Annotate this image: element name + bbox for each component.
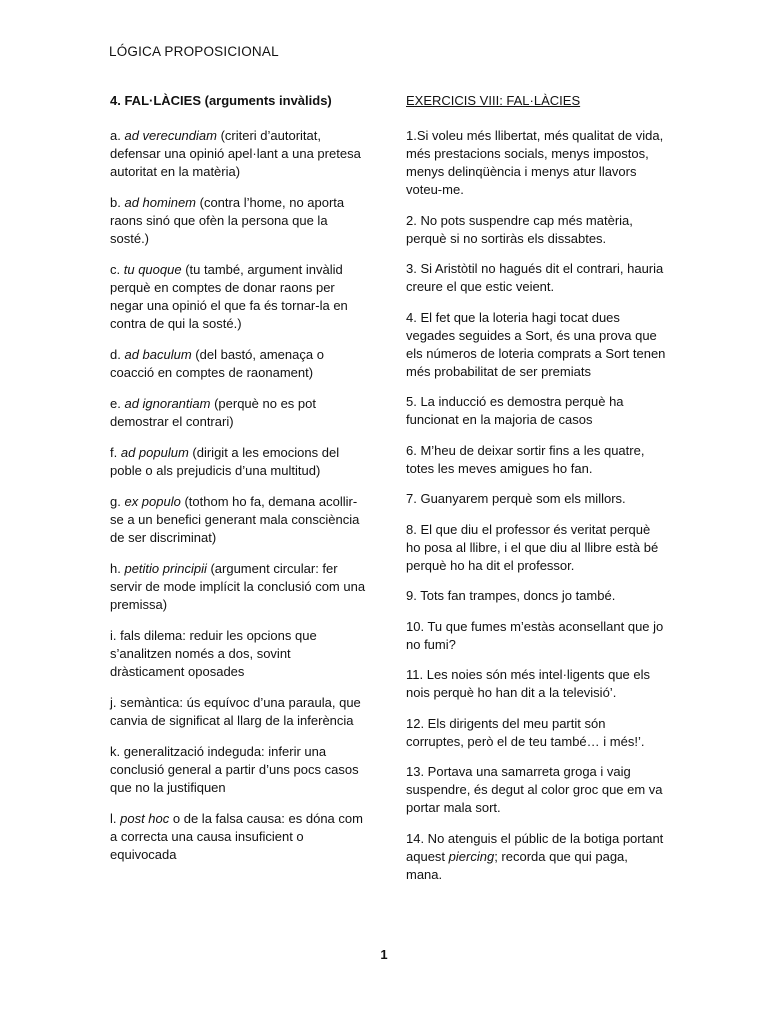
- exercise-text: 4. El fet que la loteria hagi tocat dues vegades seguides a Sort, és una prova que els números de loteria comprats a Sort tenen més probabilitat de ser premiats: [406, 309, 666, 379]
- exercise-text: 1.Si voleu més llibertat, més qualitat de vida, més prestacions socials, menys impostos, menys delinqüència i menys atur llavors voteu-me.: [406, 128, 664, 197]
- fallacy-item: [110, 444, 366, 480]
- exercise-item: [406, 715, 666, 751]
- exercise-text: 8. El que diu el professor és veritat perquè ho posa al llibre, i el que diu al llibre està bé perquè ho ha dit el professor.: [406, 521, 659, 573]
- exercise-item: [406, 309, 666, 381]
- item-text: (tu també, argument invàlid perquè en comptes de donar raons per negar una opinió el que fa és tornar-la en contra de qui la sosté.): [110, 262, 348, 331]
- exercise-item: [406, 212, 666, 248]
- latin-term: petitio principii: [124, 561, 207, 576]
- exercise-text: 5. La inducció es demostra perquè ha funcionat en la majoria de casos: [406, 394, 624, 427]
- exercise-emphasis: piercing: [448, 848, 495, 864]
- item-prefix: h.: [110, 561, 125, 576]
- item-text: generalització indeguda: inferir una conclusió general a partir d’uns pocs casos que no la justifiquen: [110, 744, 359, 795]
- item-prefix: i.: [110, 628, 121, 643]
- exercises-column: [406, 92, 666, 896]
- exercise-item: [406, 442, 666, 478]
- exercise-text: 11. Les noies són més intel·ligents que els nois perquè ho han dit a la televisió’.: [406, 667, 651, 700]
- latin-term: ad hominem: [124, 195, 197, 210]
- latin-term: ad ignorantiam: [124, 396, 211, 411]
- fallacy-item: [110, 560, 366, 614]
- exercise-text: 12. Els dirigents del meu partit són corruptes, però el de teu també… i més!’.: [406, 715, 645, 749]
- exercise-item: [406, 587, 666, 605]
- fallacy-item: [110, 694, 366, 730]
- item-prefix: g.: [110, 494, 125, 509]
- item-text: (del bastó, amenaça o coacció en comptes de raonament): [110, 347, 324, 380]
- exercise-item: [406, 127, 666, 199]
- fallacy-item: [110, 743, 366, 797]
- exercise-item: [406, 830, 666, 884]
- item-text: fals dilema: reduir les opcions que s’analitzen només a dos, sovint dràsticament oposades: [110, 628, 317, 679]
- item-prefix: l.: [110, 811, 121, 826]
- latin-term: ad populum: [120, 445, 189, 460]
- latin-term: ad baculum: [124, 347, 192, 362]
- fallacy-item: [110, 127, 366, 181]
- exercise-item: [406, 666, 666, 702]
- latin-term: post hoc: [120, 811, 170, 826]
- exercise-item: [406, 521, 666, 575]
- item-prefix: k.: [110, 744, 124, 759]
- latin-term: tu quoque: [123, 262, 182, 277]
- latin-term: ad verecundiam: [124, 128, 217, 143]
- exercise-text: 13. Portava una samarreta groga i vaig suspendre, és degut al color groc que em va portar mala sort.: [406, 764, 663, 815]
- latin-term: ex populo: [124, 494, 181, 509]
- fallacies-column: [110, 92, 366, 877]
- exercise-text: 9. Tots fan trampes, doncs jo també.: [406, 588, 616, 603]
- item-text: (perquè no es pot demostrar el contrari): [110, 396, 316, 429]
- exercise-text: 2. No pots suspendre cap més matèria, perquè si no sortiràs els dissabtes.: [406, 212, 633, 246]
- page-number: 1: [380, 947, 388, 962]
- exercise-text: 7. Guanyarem perquè som els millors.: [406, 491, 626, 506]
- item-prefix: e.: [110, 396, 125, 411]
- fallacy-item: [110, 194, 366, 248]
- document-header: LÓGICA PROPOSICIONAL: [109, 44, 279, 59]
- exercises-heading: EXERCICIS VIII: FAL·LÀCIES: [406, 93, 581, 108]
- item-text: (contra l’home, no aporta raons sinó que ofèn la persona que la sosté.): [110, 195, 345, 246]
- exercise-item: [406, 260, 666, 296]
- fallacy-item: [110, 395, 366, 431]
- item-prefix: a.: [110, 128, 125, 143]
- item-prefix: d.: [110, 347, 125, 362]
- fallacy-item: [110, 627, 366, 681]
- fallacies-heading: 4. FAL·LÀCIES (arguments invàlids): [110, 93, 332, 108]
- fallacy-item: [110, 346, 366, 382]
- item-prefix: b.: [110, 195, 125, 210]
- item-text: o de la falsa causa: es dóna com a correcta una causa insuficient o equivocada: [110, 811, 363, 862]
- exercise-item: [406, 618, 666, 654]
- exercise-item: [406, 763, 666, 817]
- exercise-text-tail: ; recorda que qui paga, mana.: [406, 848, 628, 882]
- exercise-text: 14. No atenguis el públic de la botiga portant aquest: [406, 830, 664, 864]
- exercise-item: [406, 490, 666, 508]
- fallacy-item: [110, 493, 366, 547]
- item-text: (argument circular: fer servir de mode implícit la conclusió com una premissa): [110, 561, 366, 612]
- item-text: (dirigit a les emocions del poble o als prejudicis d’una multitud): [110, 445, 340, 478]
- exercise-item: [406, 393, 666, 429]
- item-text: (criteri d’autoritat, defensar una opinió apel·lant a una pretesa autoritat en la matèria): [110, 128, 361, 179]
- exercise-text: 6. M’heu de deixar sortir fins a les quatre, totes les meves amigues ho fan.: [406, 442, 645, 476]
- item-text: semàntica: ús equívoc d’una paraula, que canvia de significat al llarg de la inferència: [110, 695, 361, 728]
- fallacy-item: [110, 261, 366, 333]
- item-prefix: j.: [110, 695, 121, 710]
- exercise-text: 3. Si Aristòtil no hagués dit el contrari, hauria creure el que estic veient.: [406, 261, 664, 294]
- item-prefix: c.: [110, 262, 124, 277]
- item-prefix: f.: [110, 445, 121, 460]
- fallacy-item: [110, 810, 366, 864]
- item-text: (tothom ho fa, demana acollir-se a un benefici generant mala consciència de ser discriminat): [110, 494, 360, 545]
- exercise-text: 10. Tu que fumes m’estàs aconsellant que jo no fumi?: [406, 618, 664, 652]
